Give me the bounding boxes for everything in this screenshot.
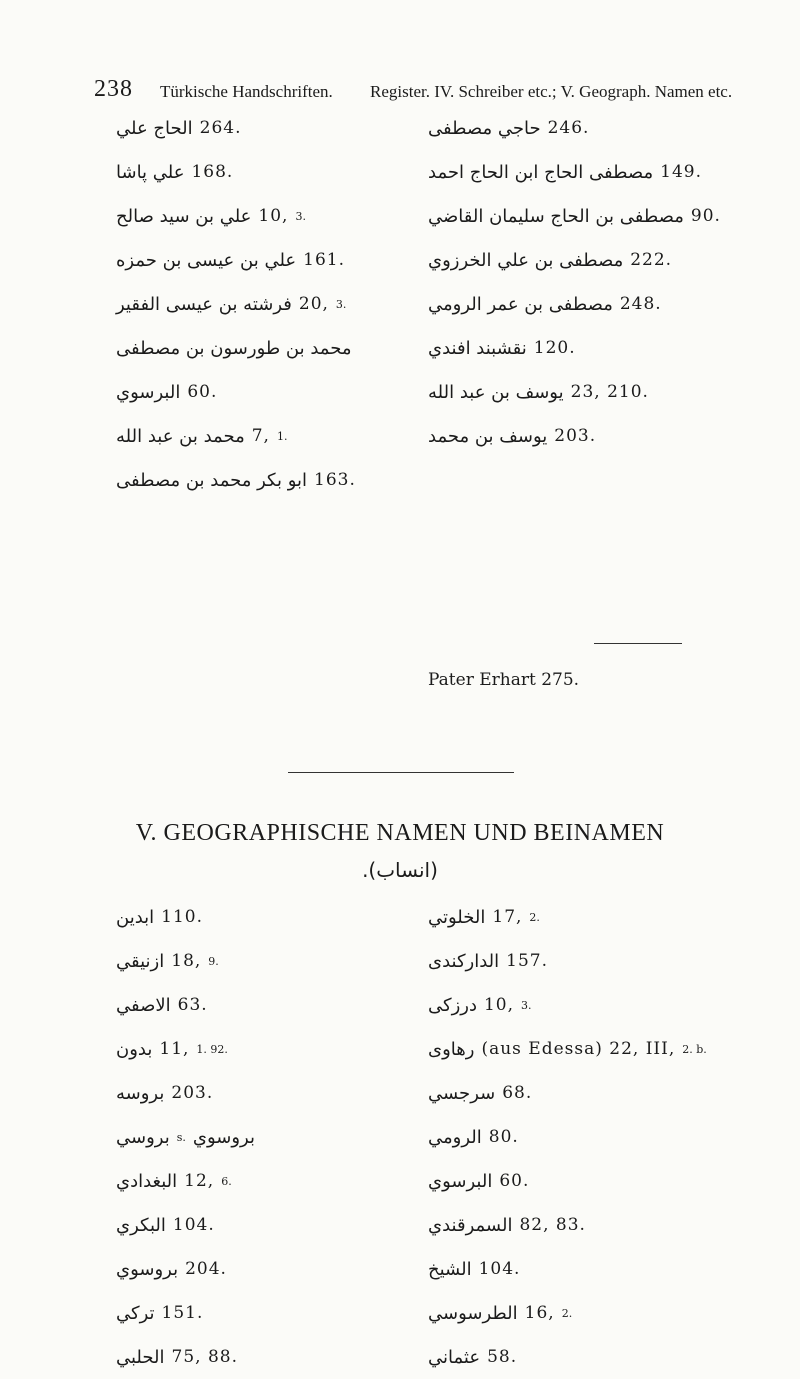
- page-reference: 246.: [547, 118, 590, 138]
- page-reference: 120.: [533, 338, 576, 358]
- section-heading: V. GEOGRAPHISCHE NAMEN UND BEINAMEN: [135, 820, 665, 846]
- line-reference: 3.: [295, 209, 306, 223]
- line-reference: 2.: [561, 1306, 573, 1320]
- arabic-name: محمد بن عبد الله: [116, 425, 245, 447]
- arabic-name: محمد بن طورسون بن مصطفى: [116, 337, 352, 359]
- arabic-name: يوسف بن محمد: [428, 425, 548, 447]
- index-entry: [428, 1203, 707, 1247]
- page-reference: 157.: [506, 951, 549, 971]
- page-reference: 63.: [177, 995, 208, 1015]
- page-reference: 149.: [660, 162, 702, 182]
- arabic-name: ترکي: [116, 1302, 155, 1324]
- index-entry: [116, 1115, 255, 1159]
- index-entry: [116, 1203, 255, 1247]
- index-entry: [428, 939, 707, 983]
- arabic-name: الاصفي: [116, 994, 171, 1016]
- index-entry: [116, 1027, 255, 1071]
- page-reference: 104.: [172, 1215, 215, 1235]
- arabic-name: حاجي مصطفى: [428, 117, 541, 139]
- page-reference: 248.: [619, 294, 662, 314]
- arabic-name: الدارکندی: [428, 950, 500, 972]
- page-reference: 60.: [499, 1171, 530, 1191]
- index-entry: [428, 414, 721, 458]
- arabic-name: مصطفى بن علي الخرزوي: [428, 249, 624, 271]
- page-reference: 222.: [630, 250, 673, 270]
- arabic-name: الحلبي: [116, 1346, 165, 1368]
- see-reference: s.: [176, 1130, 186, 1144]
- index-entry: [116, 238, 365, 282]
- line-reference: 2. b.: [682, 1042, 707, 1056]
- arabic-name: الطرسوسي: [428, 1302, 518, 1324]
- page-reference: 68.: [502, 1083, 533, 1103]
- line-reference: 3.: [521, 998, 532, 1012]
- page-reference: 104.: [478, 1259, 521, 1279]
- index-entry: [116, 194, 365, 238]
- index-entry: [428, 282, 721, 326]
- line-reference: 6.: [221, 1174, 232, 1188]
- line-reference: 9.: [208, 954, 219, 968]
- index-entry: [116, 983, 255, 1027]
- page-reference: 163.: [314, 470, 356, 490]
- pater-name: Pater Erhart 275.: [428, 670, 580, 690]
- arabic-name: مصطفى بن عمر الرومي: [428, 293, 613, 315]
- page-reference: 151.: [161, 1303, 204, 1323]
- index-entry: [428, 1115, 707, 1159]
- index-entry: [116, 370, 365, 414]
- index-entry: [116, 1247, 255, 1291]
- arabic-name: البكري: [116, 1214, 166, 1236]
- arabic-name: علي پاشا: [116, 161, 185, 183]
- index-entry: [428, 895, 707, 939]
- page-reference: 12,: [184, 1171, 215, 1191]
- page-reference: 168.: [191, 162, 234, 182]
- index-entry: [428, 1027, 707, 1071]
- arabic-name: البغدادي: [116, 1170, 178, 1192]
- page-reference: 203.: [171, 1083, 214, 1103]
- arabic-name: مصطفى بن الحاج سليمان القاضي: [428, 205, 684, 227]
- arabic-name: ابو بكر محمد بن مصطفى: [116, 469, 308, 491]
- arabic-name: رهاوی: [428, 1038, 475, 1060]
- page-reference: 82, 83.: [519, 1215, 586, 1235]
- page-reference: 204.: [185, 1259, 227, 1279]
- arabic-name: فرشته بن عيسى الفقير: [116, 293, 292, 315]
- page-reference: 203.: [554, 426, 597, 446]
- arabic-name: ابدين: [116, 906, 155, 928]
- arabic-name: البرسوي: [116, 381, 181, 403]
- section-iv-right-column: [428, 106, 721, 458]
- line-reference: 1. 92.: [196, 1042, 228, 1056]
- arabic-name: السمرقندي: [428, 1214, 513, 1236]
- page-reference: 10,: [483, 995, 515, 1015]
- page-reference: 110.: [161, 907, 204, 927]
- index-entry: [428, 1291, 707, 1335]
- index-entry: [116, 414, 365, 458]
- arabic-name: البرسوي: [428, 1170, 493, 1192]
- line-reference: 2.: [529, 910, 540, 924]
- arabic-name: سرجسي: [428, 1082, 496, 1104]
- page-number: 238: [94, 76, 133, 102]
- arabic-crossref: بروسوي: [192, 1126, 255, 1148]
- arabic-name: بروسه: [116, 1082, 165, 1104]
- index-entry: [116, 895, 255, 939]
- index-entry: [116, 282, 365, 326]
- index-entry: [116, 150, 365, 194]
- arabic-name: بدون: [116, 1038, 153, 1060]
- page-reference: 17,: [492, 907, 523, 927]
- arabic-name: الخلوتي: [428, 906, 486, 928]
- index-entry: [428, 1247, 707, 1291]
- arabic-name: بروسوي: [116, 1258, 179, 1280]
- index-entry: [116, 1071, 255, 1115]
- index-entry: [428, 983, 707, 1027]
- index-entry: [116, 1159, 255, 1203]
- arabic-name: علي بن سيد صالح: [116, 205, 252, 227]
- index-entry: [428, 370, 721, 414]
- index-entry: [428, 238, 721, 282]
- page-reference: 20,: [298, 294, 329, 314]
- index-entry: [116, 458, 365, 502]
- line-reference: 1.: [276, 429, 288, 443]
- pater-entry: [428, 658, 579, 702]
- page-reference: (aus Edessa) 22, III,: [481, 1039, 676, 1059]
- arabic-name: درزکی: [428, 994, 477, 1016]
- page-reference: 264.: [199, 118, 242, 138]
- arabic-name: مصطفى الحاج ابن الحاج احمد: [428, 161, 654, 183]
- page-reference: 18,: [171, 951, 202, 971]
- index-entry: [428, 106, 721, 150]
- page-reference: 58.: [487, 1347, 518, 1367]
- section-iv-left-column: [116, 106, 365, 502]
- page-reference: 11,: [159, 1039, 190, 1059]
- index-entry: [116, 326, 365, 370]
- page-header: [94, 76, 754, 110]
- index-entry: [116, 1291, 255, 1335]
- page-reference: 16,: [524, 1303, 555, 1323]
- arabic-name: ازنيقي: [116, 950, 165, 972]
- page-reference: 80.: [488, 1127, 519, 1147]
- index-entry: [428, 150, 721, 194]
- arabic-name: الحاج علي: [116, 117, 193, 139]
- page-reference: 7,: [251, 426, 270, 446]
- arabic-name: علي بن عيسى بن حمزه: [116, 249, 297, 271]
- register-title: Register. IV. Schreiber etc.; V. Geograph. Namen etc.: [370, 82, 733, 101]
- page-reference: 23, 210.: [570, 382, 649, 402]
- index-entry: [428, 1159, 707, 1203]
- index-entry: [428, 326, 721, 370]
- arabic-name: عثماني: [428, 1346, 481, 1368]
- index-entry: [116, 939, 255, 983]
- page-reference: 75, 88.: [171, 1347, 238, 1367]
- index-entry: [428, 1071, 707, 1115]
- arabic-name: بروسي: [116, 1126, 170, 1148]
- section-v-left-column: [116, 895, 255, 1379]
- index-entry: [116, 106, 365, 150]
- book-title: Türkische Handschriften.: [160, 82, 333, 101]
- page-reference: 10,: [258, 206, 289, 226]
- arabic-name: نقشبند افندي: [428, 337, 527, 359]
- page-reference: 161.: [303, 250, 345, 270]
- line-reference: 3.: [335, 297, 347, 311]
- arabic-name: الرومي: [428, 1126, 482, 1148]
- index-entry: [428, 658, 579, 702]
- page-reference: 60.: [187, 382, 218, 402]
- index-entry: [428, 194, 721, 238]
- short-divider: [594, 643, 682, 644]
- page-reference: 90.: [690, 206, 721, 226]
- section-subheading: (انساب).: [362, 858, 438, 882]
- section-v-right-column: [428, 895, 707, 1379]
- section-divider: [288, 772, 514, 773]
- arabic-name: يوسف بن عبد الله: [428, 381, 564, 403]
- arabic-name: الشيخ: [428, 1258, 472, 1280]
